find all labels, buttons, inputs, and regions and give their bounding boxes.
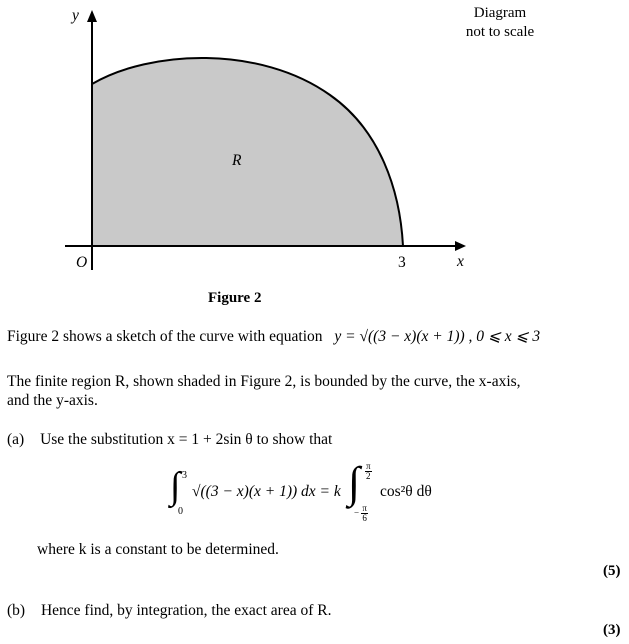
rhs-integrand: cos²θ dθ: [380, 483, 432, 500]
figure-caption: Figure 2: [208, 290, 262, 306]
integral-lower-limit: 0: [178, 506, 183, 517]
rhs-upper-limit: [365, 462, 372, 481]
constant-note: where k is a constant to be determined.: [37, 541, 279, 558]
part-b-instruction-line: [7, 601, 331, 620]
curve-equation: y = √((3 − x)(x + 1)) , 0 ⩽ x ⩽ 3: [334, 328, 541, 345]
figure-2-diagram: [0, 0, 629, 300]
integral-sign-right: ∫: [348, 458, 361, 507]
region-line-1: The finite region R, shown shaded in Figure 2, is bounded by the curve, the x-axis,: [7, 373, 521, 390]
origin-label: O: [76, 254, 88, 271]
x-tick-label: 3: [398, 254, 406, 271]
part-b-label: (b): [7, 602, 26, 619]
x-axis-arrow-icon: [455, 241, 466, 251]
y-axis-arrow-icon: [87, 10, 97, 22]
rhs-lower-limit: [354, 504, 368, 523]
rhs-lower-den: 6: [362, 513, 367, 523]
intro-sentence-text: Figure 2 shows a sketch of the curve with equation: [7, 328, 323, 345]
shaded-region-r: [92, 58, 403, 246]
part-a-instruction-line: [7, 430, 332, 449]
part-a-label: (a): [7, 431, 25, 448]
diagram-note-line2: not to scale: [465, 24, 535, 40]
integral-upper-limit: 3: [182, 470, 187, 481]
region-description: [7, 372, 521, 410]
diagram-note-line1: Diagram: [473, 5, 527, 21]
integrand: √((3 − x)(x + 1)) dx = k: [192, 483, 341, 500]
integral-equation: [170, 458, 470, 528]
region-line-2: and the y-axis.: [7, 392, 98, 409]
y-axis-label: y: [72, 7, 79, 24]
part-b-marks: (3): [603, 622, 621, 638]
rhs-upper-num: π: [366, 461, 371, 471]
rhs-upper-den: 2: [366, 471, 371, 481]
part-a-marks: (5): [603, 563, 621, 579]
integral-sign-left: ∫: [170, 465, 181, 507]
rhs-lower-frac: [361, 504, 368, 523]
region-label: R: [232, 152, 242, 169]
diagram-note: [450, 4, 550, 42]
rhs-lower-num: π: [362, 503, 367, 513]
rhs-lower-sign: −: [354, 507, 360, 518]
intro-sentence: [7, 327, 540, 346]
part-b-instruction: Hence find, by integration, the exact area of R.: [40, 602, 332, 619]
x-axis-label: x: [457, 253, 464, 270]
part-a-instruction: Use the substitution x = 1 + 2sin θ to show that: [40, 431, 333, 448]
